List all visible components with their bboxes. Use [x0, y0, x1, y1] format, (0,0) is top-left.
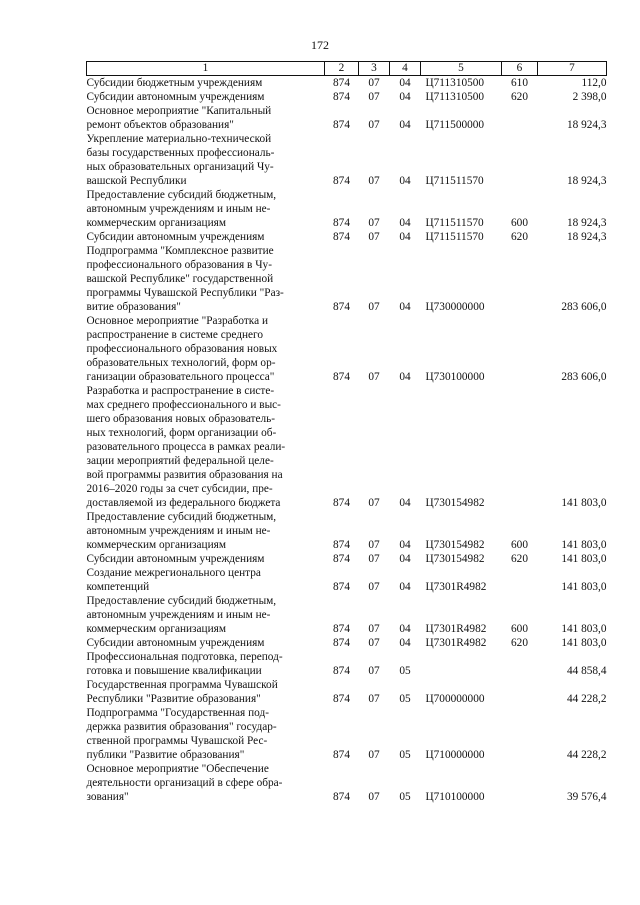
table-header-row — [87, 62, 607, 76]
item-name-line: профессионального образования новых — [86, 343, 278, 355]
ministry-code-cell: 874 — [333, 791, 350, 803]
item-name-line: коммерческим организациям — [86, 217, 226, 229]
ministry-code-cell: 874 — [333, 371, 350, 383]
section-code-cell: 07 — [368, 637, 380, 649]
target-article-cell: Ц711500000 — [425, 119, 485, 131]
item-name-cell — [87, 230, 325, 244]
item-name-line: витие образования" — [86, 301, 181, 313]
section-code-cell: 07 — [368, 749, 380, 761]
ministry-code-cell: 874 — [333, 217, 350, 229]
expense-type-cell — [502, 566, 538, 594]
item-name-line: Основное мероприятие "Капитальный — [86, 105, 272, 117]
subsection-code-cell: 05 — [399, 693, 411, 705]
item-name-line: Предоставление субсидий бюджетным, — [86, 511, 277, 523]
amount-cell: 283 606,0 — [561, 301, 607, 313]
item-name-cell — [87, 636, 325, 650]
ministry-code-cell: 874 — [333, 539, 350, 551]
expense-type-cell — [502, 244, 538, 314]
column-header: 2 — [325, 62, 359, 76]
amount-cell: 283 606,0 — [561, 371, 607, 383]
item-name-cell — [87, 510, 325, 552]
table-row — [87, 706, 607, 762]
section-code-cell: 07 — [368, 119, 380, 131]
item-name-cell — [87, 76, 325, 91]
expense-type-cell: 620 — [511, 91, 528, 103]
column-header: 5 — [421, 62, 502, 76]
item-name-line: автономным учреждениям и иным не- — [86, 203, 271, 215]
item-name-line: Подпрограмма "Комплексное развитие — [86, 245, 274, 257]
page-number: 172 — [311, 38, 329, 52]
expense-type-cell — [502, 384, 538, 510]
amount-cell: 44 228,2 — [566, 693, 607, 705]
item-name-cell — [87, 132, 325, 188]
target-article-cell: Ц700000000 — [425, 693, 485, 705]
section-code-cell: 07 — [368, 791, 380, 803]
item-name-line: доставляемой из федерального бюджета — [86, 497, 281, 509]
section-code-cell: 07 — [368, 665, 380, 677]
target-article-cell: Ц711310500 — [425, 91, 485, 103]
item-name-line: Субсидии автономным учреждениям — [86, 637, 265, 649]
expense-type-cell — [502, 678, 538, 706]
target-article-cell: Ц7301R4982 — [425, 623, 487, 635]
section-code-cell: 07 — [368, 497, 380, 509]
ministry-code-cell: 874 — [333, 637, 350, 649]
item-name-cell — [87, 188, 325, 230]
item-name-line: Государственная программа Чувашской — [86, 679, 278, 691]
column-header: 7 — [538, 62, 607, 76]
expense-type-cell — [502, 314, 538, 384]
item-name-line: Предоставление субсидий бюджетным, — [86, 189, 277, 201]
table-body — [87, 76, 607, 805]
amount-cell: 18 924,3 — [566, 217, 607, 229]
amount-cell: 18 924,3 — [566, 175, 607, 187]
subsection-code-cell: 05 — [399, 749, 411, 761]
ministry-code-cell: 874 — [333, 175, 350, 187]
target-article-cell: Ц7301R4982 — [425, 581, 487, 593]
amount-cell: 141 803,0 — [561, 581, 607, 593]
table-row — [87, 552, 607, 566]
item-name-line: Субсидии автономным учреждениям — [86, 91, 265, 103]
item-name-line: Субсидии автономным учреждениям — [86, 553, 265, 565]
ministry-code-cell: 874 — [333, 749, 350, 761]
item-name-line: образовательных технологий, форм ор- — [86, 357, 276, 369]
section-code-cell: 07 — [368, 217, 380, 229]
item-name-line: базы государственных профессиональ- — [86, 147, 275, 159]
target-article-cell: Ц7301R4982 — [425, 637, 487, 649]
item-name-line: Профессиональная подготовка, перепод- — [86, 651, 283, 663]
section-code-cell: 07 — [368, 693, 380, 705]
amount-cell: 141 803,0 — [561, 539, 607, 551]
table-row — [87, 636, 607, 650]
ministry-code-cell: 874 — [333, 693, 350, 705]
item-name-cell — [87, 678, 325, 706]
subsection-code-cell: 04 — [399, 371, 411, 383]
expense-type-cell: 600 — [511, 539, 528, 551]
section-code-cell: 07 — [368, 623, 380, 635]
item-name-cell — [87, 104, 325, 132]
section-code-cell: 07 — [368, 539, 380, 551]
expense-type-cell: 620 — [511, 231, 528, 243]
item-name-cell — [87, 384, 325, 510]
target-article-cell: Ц710000000 — [425, 749, 485, 761]
amount-cell: 18 924,3 — [566, 119, 607, 131]
table-row — [87, 650, 607, 678]
item-name-line: Разработка и распространение в систе- — [86, 385, 275, 397]
expense-type-cell: 610 — [511, 77, 528, 89]
column-header: 1 — [87, 62, 325, 76]
item-name-line: Предоставление субсидий бюджетным, — [86, 595, 277, 607]
expense-type-cell: 600 — [511, 217, 528, 229]
item-name-line: ных образовательных организаций Чу- — [86, 161, 274, 173]
target-article-cell: Ц711310500 — [425, 77, 485, 89]
amount-cell: 44 858,4 — [566, 665, 607, 677]
column-header: 4 — [390, 62, 421, 76]
section-code-cell: 07 — [368, 231, 380, 243]
item-name-cell — [87, 762, 325, 804]
item-name-line: Субсидии бюджетным учреждениям — [86, 77, 263, 89]
table-row — [87, 566, 607, 594]
subsection-code-cell: 04 — [399, 77, 411, 89]
item-name-line: 2016–2020 годы за счет субсидии, пре- — [86, 483, 273, 495]
expense-type-cell: 620 — [511, 637, 528, 649]
table-row — [87, 230, 607, 244]
item-name-line: автономным учреждениям и иным не- — [86, 609, 271, 621]
item-name-line: вашской Республике" государственной — [86, 273, 274, 285]
item-name-line: зации мероприятий федеральной целе- — [86, 455, 274, 467]
expense-type-cell — [502, 132, 538, 188]
subsection-code-cell: 04 — [399, 301, 411, 313]
table-row — [87, 762, 607, 804]
budget-table — [86, 61, 607, 804]
expense-type-cell — [502, 762, 538, 804]
item-name-cell — [87, 650, 325, 678]
target-article-cell: Ц730000000 — [425, 301, 485, 313]
target-article-cell: Ц711511570 — [425, 175, 484, 187]
target-article-cell — [421, 650, 502, 678]
subsection-code-cell: 05 — [399, 791, 411, 803]
amount-cell: 2 398,0 — [572, 91, 607, 103]
subsection-code-cell: 04 — [399, 217, 411, 229]
amount-cell: 141 803,0 — [561, 623, 607, 635]
item-name-line: Республики "Развитие образования" — [86, 693, 261, 705]
expense-type-cell — [502, 104, 538, 132]
item-name-line: деятельности организаций в сфере обра- — [86, 777, 283, 789]
item-name-cell — [87, 244, 325, 314]
section-code-cell: 07 — [368, 301, 380, 313]
item-name-cell — [87, 566, 325, 594]
item-name-line: Подпрограмма "Государственная под- — [86, 707, 269, 719]
target-article-cell: Ц730154982 — [425, 553, 485, 565]
item-name-line: коммерческим организациям — [86, 539, 226, 551]
column-header: 6 — [502, 62, 538, 76]
item-name-line: готовка и повышение квалификации — [86, 665, 262, 677]
ministry-code-cell: 874 — [333, 665, 350, 677]
subsection-code-cell: 04 — [399, 497, 411, 509]
item-name-line: Основное мероприятие "Обеспечение — [86, 763, 269, 775]
ministry-code-cell: 874 — [333, 231, 350, 243]
subsection-code-cell: 04 — [399, 637, 411, 649]
item-name-cell — [87, 706, 325, 762]
amount-cell: 18 924,3 — [566, 231, 607, 243]
subsection-code-cell: 04 — [399, 539, 411, 551]
subsection-code-cell: 04 — [399, 175, 411, 187]
item-name-line: публики "Развитие образования" — [86, 749, 245, 761]
target-article-cell: Ц730154982 — [425, 539, 485, 551]
table-row — [87, 244, 607, 314]
target-article-cell: Ц730100000 — [425, 371, 485, 383]
item-name-line: шего образования новых образователь- — [86, 413, 276, 425]
target-article-cell: Ц711511570 — [425, 231, 484, 243]
subsection-code-cell: 04 — [399, 553, 411, 565]
subsection-code-cell: 04 — [399, 231, 411, 243]
ministry-code-cell: 874 — [333, 581, 350, 593]
section-code-cell: 07 — [368, 553, 380, 565]
column-header: 3 — [359, 62, 390, 76]
item-name-line: вой программы развития образования на — [86, 469, 283, 481]
table-row — [87, 510, 607, 552]
item-name-line: ственной программы Чувашской Рес- — [86, 735, 268, 747]
item-name-line: вашской Республики — [86, 175, 187, 187]
item-name-cell — [87, 594, 325, 636]
amount-cell: 112,0 — [581, 77, 607, 89]
table-row — [87, 104, 607, 132]
expense-type-cell: 620 — [511, 553, 528, 565]
ministry-code-cell: 874 — [333, 301, 350, 313]
table-row — [87, 678, 607, 706]
section-code-cell: 07 — [368, 371, 380, 383]
table-row — [87, 594, 607, 636]
item-name-line: держка развития образования" государ- — [86, 721, 277, 733]
item-name-line: коммерческим организациям — [86, 623, 226, 635]
ministry-code-cell: 874 — [333, 77, 350, 89]
item-name-cell — [87, 552, 325, 566]
table-row — [87, 90, 607, 104]
subsection-code-cell: 05 — [399, 665, 411, 677]
ministry-code-cell: 874 — [333, 91, 350, 103]
target-article-cell: Ц730154982 — [425, 497, 485, 509]
item-name-line: компетенций — [86, 581, 150, 593]
item-name-line: Субсидии автономным учреждениям — [86, 231, 265, 243]
item-name-line: Основное мероприятие "Разработка и — [86, 315, 269, 327]
subsection-code-cell: 04 — [399, 623, 411, 635]
item-name-line: ремонт объектов образования" — [86, 119, 234, 131]
table-row — [87, 132, 607, 188]
amount-cell: 141 803,0 — [561, 497, 607, 509]
item-name-line: ганизации образовательного процесса" — [86, 371, 275, 383]
expense-type-cell: 600 — [511, 623, 528, 635]
item-name-cell — [87, 90, 325, 104]
amount-cell: 141 803,0 — [561, 637, 607, 649]
subsection-code-cell: 04 — [399, 581, 411, 593]
expense-type-cell — [502, 650, 538, 678]
table-row — [87, 76, 607, 91]
table-row — [87, 314, 607, 384]
subsection-code-cell: 04 — [399, 119, 411, 131]
section-code-cell: 07 — [368, 175, 380, 187]
section-code-cell: 07 — [368, 77, 380, 89]
subsection-code-cell: 04 — [399, 91, 411, 103]
section-code-cell: 07 — [368, 91, 380, 103]
ministry-code-cell: 874 — [333, 623, 350, 635]
item-name-cell — [87, 314, 325, 384]
ministry-code-cell: 874 — [333, 497, 350, 509]
amount-cell: 141 803,0 — [561, 553, 607, 565]
item-name-line: программы Чувашской Республики "Раз- — [86, 287, 284, 299]
table-row — [87, 188, 607, 230]
item-name-line: автономным учреждениям и иным не- — [86, 525, 271, 537]
section-code-cell: 07 — [368, 581, 380, 593]
target-article-cell: Ц711511570 — [425, 217, 484, 229]
target-article-cell: Ц710100000 — [425, 791, 485, 803]
item-name-line: Укрепление материально-технической — [86, 133, 272, 145]
item-name-line: распространение в системе среднего — [86, 329, 264, 341]
expense-type-cell — [502, 706, 538, 762]
amount-cell: 39 576,4 — [566, 791, 607, 803]
ministry-code-cell: 874 — [333, 119, 350, 131]
item-name-line: мах среднего профессионального и выс- — [86, 399, 281, 411]
ministry-code-cell: 874 — [333, 553, 350, 565]
item-name-line: разовательного процесса в рамках реали- — [86, 441, 286, 453]
item-name-line: профессионального образования в Чу- — [86, 259, 272, 271]
amount-cell: 44 228,2 — [566, 749, 607, 761]
item-name-line: ных технологий, форм организации об- — [86, 427, 277, 439]
table-row — [87, 384, 607, 510]
item-name-line: Создание межрегионального центра — [86, 567, 261, 579]
item-name-line: зования" — [86, 791, 129, 803]
